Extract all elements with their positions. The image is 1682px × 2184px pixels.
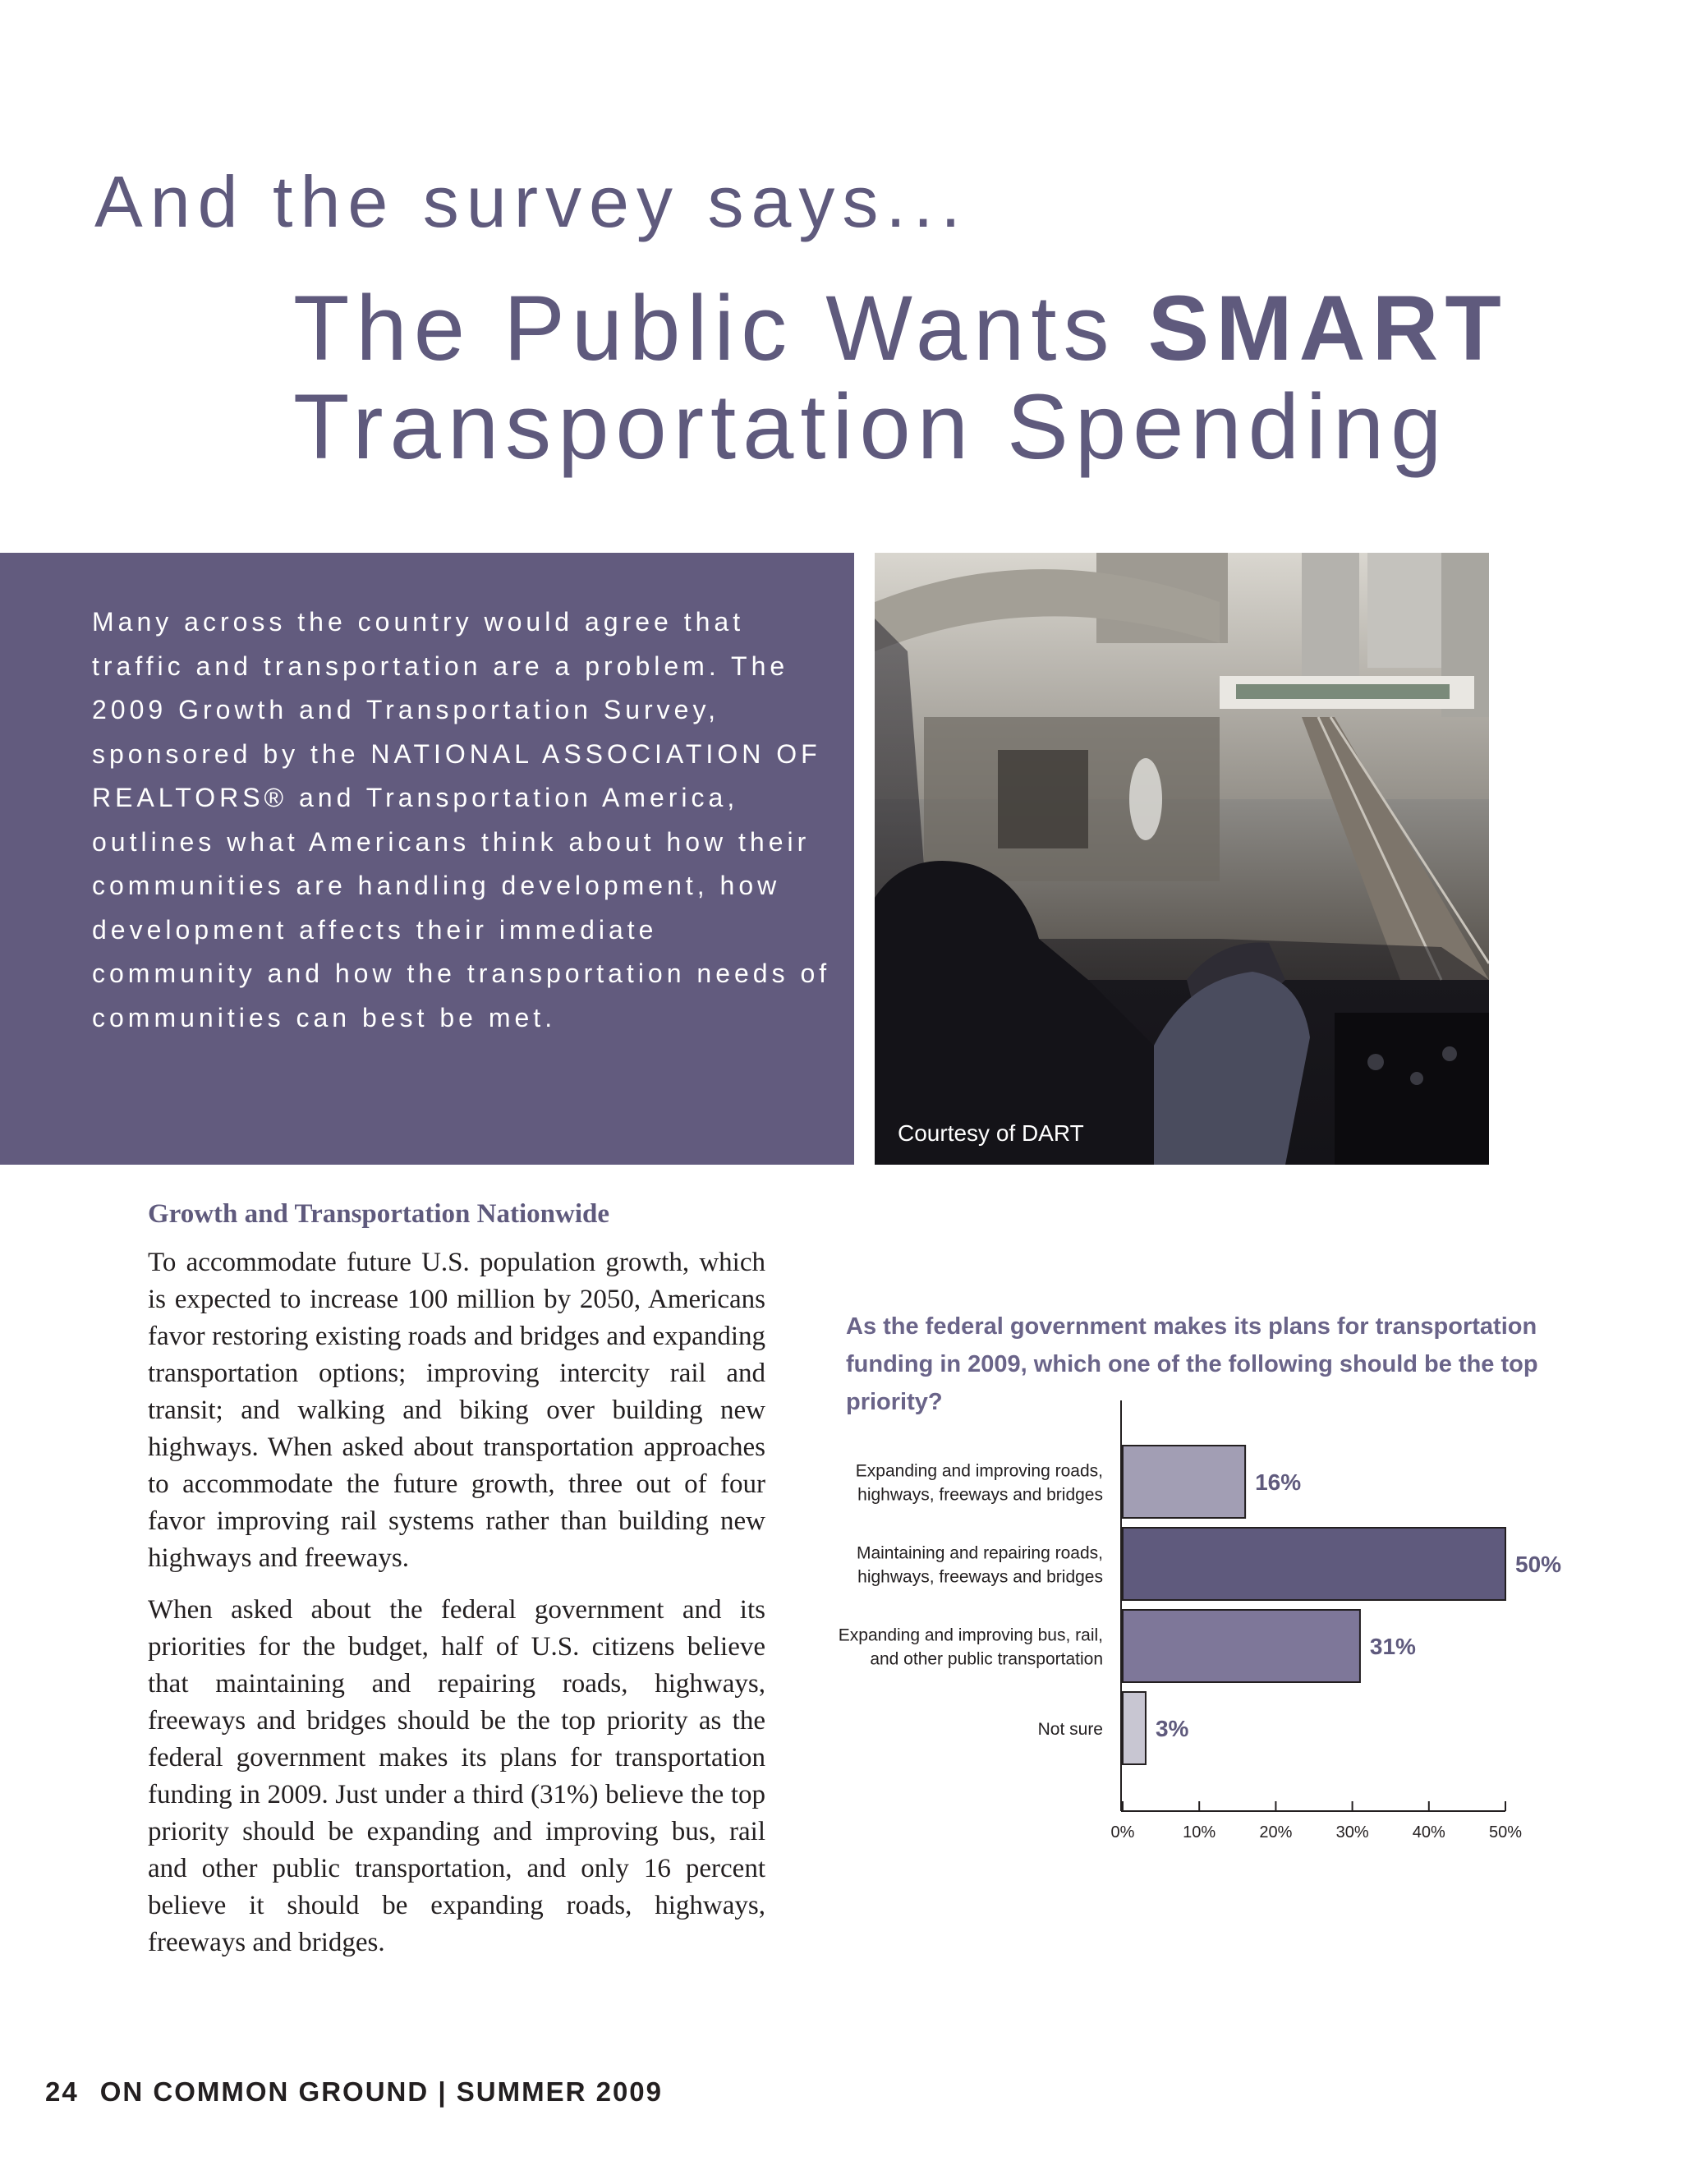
chart-bar bbox=[1123, 1610, 1360, 1682]
category-label: Expanding and improving bus, rail, bbox=[838, 1625, 1103, 1645]
x-tick-label: 10% bbox=[1183, 1823, 1216, 1841]
category-label: and other public transportation bbox=[870, 1649, 1103, 1669]
x-tick-label: 0% bbox=[1110, 1823, 1135, 1841]
category-label: highways, freeways and bridges bbox=[857, 1567, 1103, 1587]
bar-value-label: 3% bbox=[1155, 1716, 1189, 1741]
chart-title: As the federal government makes its plans for transportation funding in 2009, which one of the following should be the top priority? bbox=[846, 1313, 1538, 1415]
intro-text: Many across the country would agree that traffic and transportation are a problem. The 2009 Growth and Transportation Survey, sponsored by the NATIONAL ASSOCIATION OF REALTORS® and Transportation America, outlines what Americans think about how their communities are handling development, how development affects their immediate community and how the transportation needs of communities can best be met. bbox=[92, 607, 831, 1032]
category-label: Maintaining and repairing roads, bbox=[856, 1543, 1103, 1563]
chart-bar bbox=[1123, 1528, 1505, 1600]
headline bbox=[293, 279, 1508, 476]
headline-prefix: The Public Wants bbox=[293, 277, 1148, 379]
category-label: Expanding and improving roads, bbox=[855, 1461, 1103, 1481]
tram-driver-photo bbox=[875, 553, 1489, 1165]
article-heading: Growth and Transportation Nationwide bbox=[148, 1199, 609, 1229]
chart-bar bbox=[1123, 1692, 1146, 1764]
chart-bar bbox=[1123, 1446, 1245, 1518]
headline-emphasis: SMART bbox=[1147, 277, 1508, 379]
bar-value-label: 50% bbox=[1515, 1552, 1562, 1577]
article-paragraph: When asked about the federal government and its priorities for the budget, half of U.S. citizens believe that maintaining and repairing roads, highways, freeways and bridges should be the top priority as the federal government makes its plans for transportation funding in 2009. Just under a third (31%) believe the top priority should be expanding and improving bus, rail and other public transportation, and only 16 percent believe it should be expanding roads, highways, freeways and bridges. bbox=[148, 1595, 765, 1957]
x-tick-label: 30% bbox=[1335, 1823, 1369, 1841]
article-paragraph: To accommodate future U.S. population growth, which is expected to increase 100 million by 2050, Americans favor restoring existing roads and bridges and expanding transportation options; improving intercity rail and transit; and walking and biking over building new highways. When asked about transportation approaches to accommodate the future growth, three out of four favor improving rail systems rather than building new highways and freeways. bbox=[148, 1248, 765, 1573]
category-label: highways, freeways and bridges bbox=[857, 1485, 1103, 1505]
priority-bar-chart bbox=[813, 1396, 1585, 1856]
kicker-title: And the survey says... bbox=[94, 161, 968, 242]
photo bbox=[875, 553, 1489, 1165]
article bbox=[148, 1199, 765, 1976]
x-tick-label: 20% bbox=[1259, 1823, 1293, 1841]
x-tick-label: 40% bbox=[1412, 1823, 1445, 1841]
bar-value-label: 31% bbox=[1369, 1634, 1416, 1659]
page-number: 24 bbox=[45, 2076, 79, 2107]
publication-line: ON COMMON GROUND | SUMMER 2009 bbox=[99, 2076, 664, 2107]
intro-box bbox=[0, 553, 854, 1165]
x-tick-label: 50% bbox=[1488, 1823, 1523, 1841]
category-label: Not sure bbox=[1037, 1720, 1103, 1739]
photo-caption: Courtesy of DART bbox=[898, 1120, 1084, 1146]
footer bbox=[45, 2076, 663, 2108]
bar-value-label: 16% bbox=[1255, 1469, 1302, 1495]
headline-line2: Transportation Spending bbox=[293, 375, 1449, 478]
